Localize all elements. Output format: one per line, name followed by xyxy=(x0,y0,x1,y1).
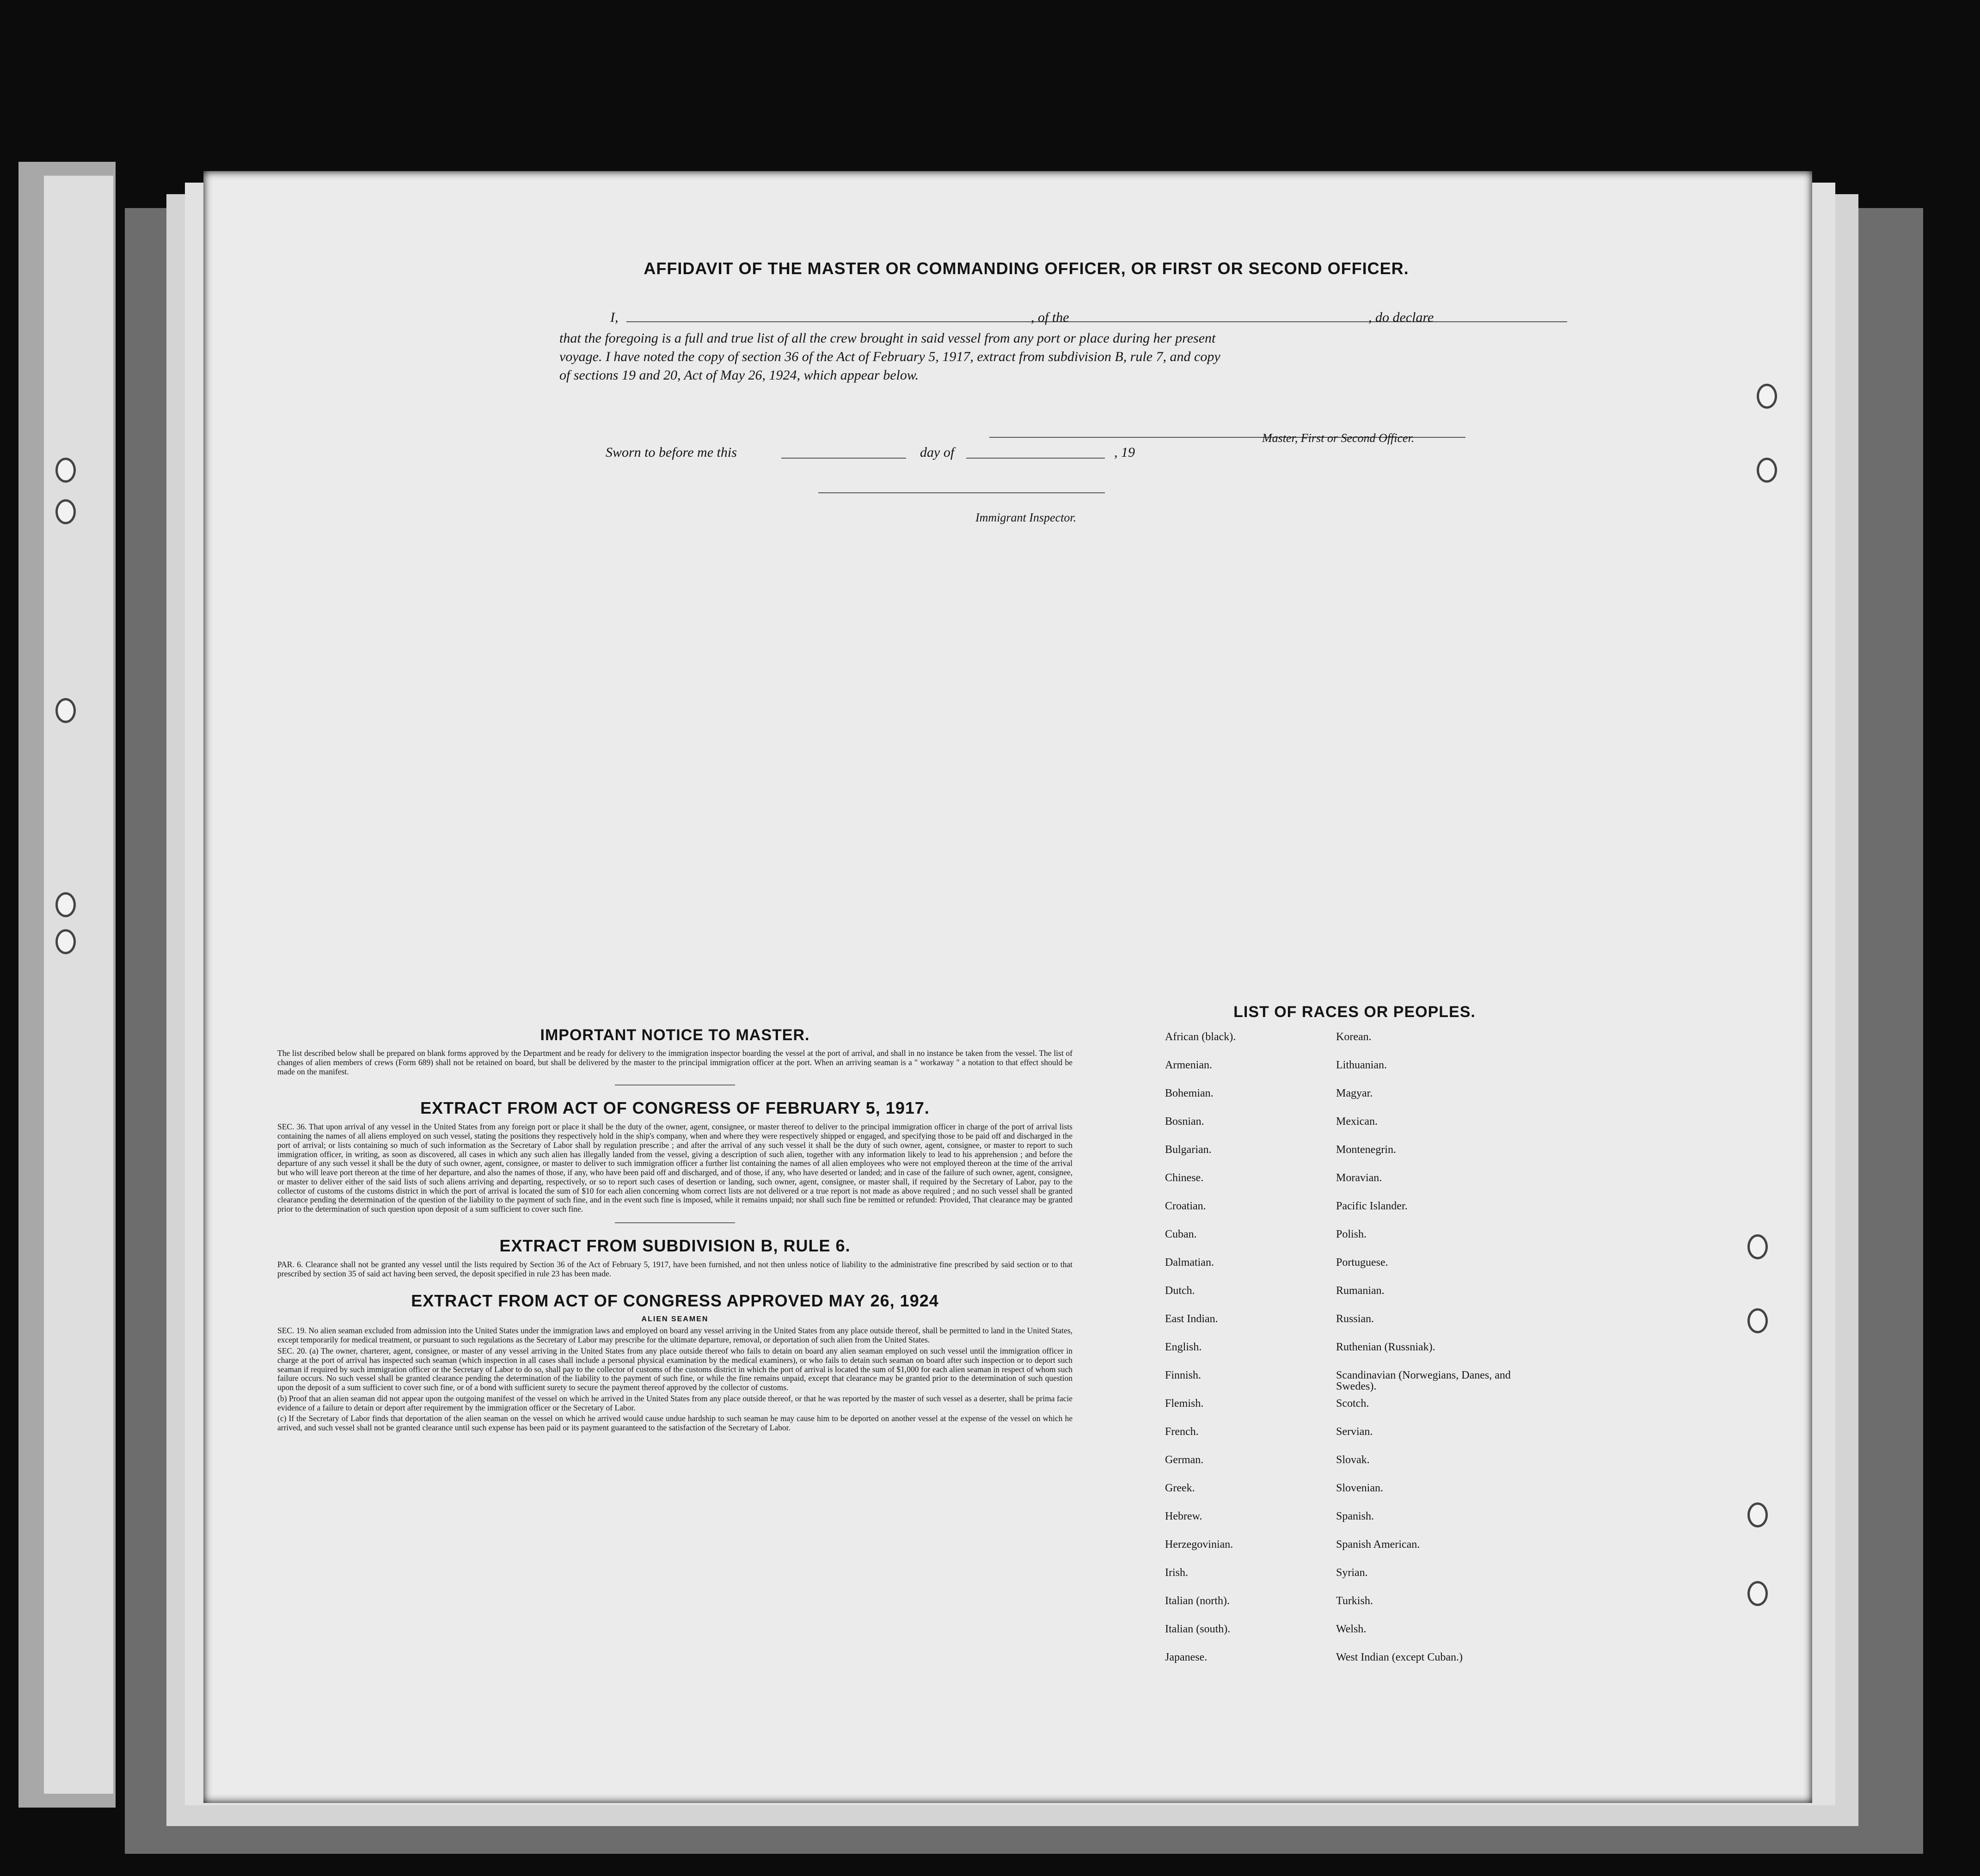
race-item: Syrian. xyxy=(1336,1567,1368,1579)
races-title: LIST OF RACES OR PEOPLES. xyxy=(1233,1003,1476,1021)
legal-notices xyxy=(277,1026,1073,1435)
race-item: Magyar. xyxy=(1336,1087,1373,1099)
extract-1924-sec20b: (b) Proof that an alien seaman did not appear upon the outgoing manifest of the vessel on which he arrived in the United States from any place outside thereof, or that he was reported by the master of such vessel as a deserter, shall be prima facie evidence of a failure to detain or deport after requirement by the immigration officer or the Secretary of Labor. xyxy=(277,1393,1073,1412)
inspector-signature-label: Immigrant Inspector. xyxy=(975,511,1077,524)
race-item: Welsh. xyxy=(1336,1623,1367,1635)
race-item: Croatian. xyxy=(1165,1200,1206,1212)
vessel-blank[interactable] xyxy=(1082,321,1567,322)
notice-title: IMPORTANT NOTICE TO MASTER. xyxy=(540,1026,810,1044)
race-item: Japanese. xyxy=(1165,1651,1208,1663)
race-item: Pacific Islander. xyxy=(1336,1200,1408,1212)
race-item: Bulgarian. xyxy=(1165,1144,1212,1156)
race-item: Italian (south). xyxy=(1165,1623,1231,1635)
extract-1924-title: EXTRACT FROM ACT OF CONGRESS APPROVED MAY 26, 1924 xyxy=(411,1291,939,1311)
race-item: Slovenian. xyxy=(1336,1482,1383,1494)
inspector-signature-line[interactable] xyxy=(818,492,1105,493)
race-item: Slovak. xyxy=(1336,1454,1370,1466)
punch-hole xyxy=(1757,384,1777,409)
races-grid xyxy=(1165,1031,1544,1680)
race-item: Ruthenian (Russniak). xyxy=(1336,1341,1435,1353)
affidavit-page xyxy=(203,171,1812,1803)
extract-1924-subtitle: ALIEN SEAMEN xyxy=(641,1315,709,1324)
race-item: Rumanian. xyxy=(1336,1285,1385,1297)
affidavit-line3: voyage. I have noted the copy of section 36 of the Act of February 5, 1917, extract from subdivision B, rule 7, and copy xyxy=(559,349,1220,364)
races-column-2 xyxy=(1336,1031,1544,1680)
punch-hole xyxy=(1757,458,1777,483)
race-item: Finnish. xyxy=(1165,1369,1201,1381)
notice-text: The list described below shall be prepared on blank forms approved by the Department and be ready for delivery to the immigration inspector boarding the vessel at the port of arrival, and shall in no instance be taken from the vessel. The list of changes of alien members of crews (Form 689) shall not be retained on board, but shall be delivered by the master to the principal immigration officer at the port. When an arriving seaman is a " workaway " a notation to that effect should be made on the manifest. xyxy=(277,1048,1073,1076)
race-item: Herzegovinian. xyxy=(1165,1539,1233,1551)
affidavit-line4: of sections 19 and 20, Act of May 26, 1924, which appear below. xyxy=(559,368,919,383)
affidavit-line1-declare: , do declare xyxy=(1368,310,1434,325)
extract-rule6-text: PAR. 6. Clearance shall not be granted any vessel until the lists required by Section 36 of the Act of February 5, 1917, have been furnished, and not then unless notice of liability to the administrative fine prescribed by said section or to that prescribed by section 35 of said act having been served, the deposit specified in rule 23 has been made. xyxy=(277,1259,1073,1278)
punch-hole xyxy=(1747,1581,1768,1606)
affidavit-title: AFFIDAVIT OF THE MASTER OR COMMANDING OFFICER, OR FIRST OR SECOND OFFICER. xyxy=(644,259,1409,278)
race-item: Scotch. xyxy=(1336,1398,1369,1410)
race-item: English. xyxy=(1165,1341,1202,1353)
race-item: German. xyxy=(1165,1454,1204,1466)
affidavit-line2: that the foregoing is a full and true list of all the crew brought in said vessel from any port or place during her present xyxy=(559,331,1216,346)
extract-rule6-title: EXTRACT FROM SUBDIVISION B, RULE 6. xyxy=(499,1236,851,1255)
race-item: Korean. xyxy=(1336,1031,1372,1043)
binder-hole xyxy=(55,499,76,524)
race-item: Russian. xyxy=(1336,1313,1374,1325)
extract-1924-sec20c: (c) If the Secretary of Labor finds that deportation of the alien seaman on the vessel on which he arrived would cause undue hardship to such seaman he may cause him to be deported on another vessel at the expense of the vessel on which he arrived, and such vessel shall not be granted clearance until such expense has been paid or its payment guaranteed to the satisfaction of the Secretary of Labor. xyxy=(277,1414,1073,1433)
punch-hole xyxy=(1747,1234,1768,1259)
race-item: Lithuanian. xyxy=(1336,1059,1387,1071)
race-item: Turkish. xyxy=(1336,1595,1373,1607)
race-item: French. xyxy=(1165,1426,1199,1438)
affidavit-line1-start: I, xyxy=(610,310,619,325)
race-item: Dalmatian. xyxy=(1165,1257,1214,1269)
extract-1924-sec20a: SEC. 20. (a) The owner, charterer, agent, consignee, or master of any vessel arriving in the United States from any place outside thereof who fails to detain on board any alien seaman employed on such vessel until the immigration officer in charge at the port of arrival has inspected such seaman (which inspection in all cases shall include a personal physical examination by the medical examiners), or who fails to detain such seaman on board after such inspection or to deport such seaman if required by such immigration officer or the Secretary of Labor to do so, shall pay to the collector of customs of the customs district in which the port of arrival is located the sum of $1,000 for each alien seaman in respect of whom such failure occurs. No such vessel shall be granted clearance pending the determination of the liability to the payment of such fine, or while the fine remains unpaid, except that clearance may be granted prior to the determination of such question upon the deposit of a sum sufficient to cover such fine, or of a bond with sufficient surety to secure the payment thereof approved by the collector of customs. xyxy=(277,1346,1073,1392)
extract-1917-title: EXTRACT FROM ACT OF CONGRESS OF FEBRUARY 5, 1917. xyxy=(420,1098,930,1118)
race-item: African (black). xyxy=(1165,1031,1236,1043)
race-item: Bohemian. xyxy=(1165,1087,1214,1099)
binder-hole xyxy=(55,698,76,723)
race-item: Spanish American. xyxy=(1336,1539,1420,1551)
binder-hole xyxy=(55,892,76,917)
race-item: Scandinavian (Norwegians, Danes, and Swedes). xyxy=(1336,1369,1511,1392)
divider xyxy=(615,1222,735,1223)
race-item: West Indian (except Cuban.) xyxy=(1336,1651,1463,1663)
binder-strip-inner xyxy=(44,176,113,1794)
race-item: Italian (north). xyxy=(1165,1595,1230,1607)
sworn-month-blank[interactable] xyxy=(966,458,1105,459)
year-text: , 19 xyxy=(1114,445,1135,460)
races-list xyxy=(1165,1003,1544,1680)
race-item: Armenian. xyxy=(1165,1059,1212,1071)
extract-1924-sec19: SEC. 19. No alien seaman excluded from admission into the United States under the immigration laws and employed on board any vessel arriving in the United States from any place outside thereof, shall be permitted to land in the United States, except temporarily for medical treatment, or pursuant to such regulations as the Secretary of Labor may prescribe for the ultimate departure, removal, or deportation of such alien from the United States. xyxy=(277,1326,1073,1345)
binder-hole xyxy=(55,458,76,483)
race-item: East Indian. xyxy=(1165,1313,1218,1325)
affidavit-line1-of-the: , of the xyxy=(1031,310,1069,325)
punch-hole xyxy=(1747,1308,1768,1333)
race-item: Irish. xyxy=(1165,1567,1188,1579)
race-item: Spanish. xyxy=(1336,1510,1374,1522)
sworn-text: Sworn to before me this xyxy=(606,445,737,460)
race-item: Mexican. xyxy=(1336,1116,1378,1128)
punch-hole xyxy=(1747,1502,1768,1527)
race-item: Cuban. xyxy=(1165,1228,1197,1240)
sworn-day-blank[interactable] xyxy=(781,458,906,459)
race-item: Bosnian. xyxy=(1165,1116,1204,1128)
races-column-1 xyxy=(1165,1031,1336,1680)
race-item: Flemish. xyxy=(1165,1398,1204,1410)
race-item: Montenegrin. xyxy=(1336,1144,1396,1156)
race-item: Dutch. xyxy=(1165,1285,1195,1297)
race-item: Hebrew. xyxy=(1165,1510,1202,1522)
race-item: Greek. xyxy=(1165,1482,1195,1494)
master-signature-label: Master, First or Second Officer. xyxy=(1262,431,1415,445)
race-item: Chinese. xyxy=(1165,1172,1204,1184)
extract-1917-text: SEC. 36. That upon arrival of any vessel in the United States from any foreign port or place it shall be the duty of the owner, agent, consignee, or master thereof to deliver to the principal immigration officer in charge of the port of arrival lists containing the names of all aliens employed on such vessel, stating the positions they respectively hold in the ship's company, when and where they were respectively shipped or engaged, and specifying those to be paid off and discharged in the port of arrival; or lists containing so much of such information as the Secretary of Labor shall by regulation prescribe ; and after the arrival of any such vessel it shall be the duty of such owner, agent, consignee, or master to report to such immigration officer, in writing, as soon as discovered, all cases in which any such alien has illegally landed from the vessel, giving a description of such alien, together with any information likely to lead to his apprehension ; and before the departure of any such vessel it shall be the duty of such owner, agent, consignee, or master to deliver to such immigration officer a further list containing the names of all alien employees who were not employed thereon at the time of the arrival but who will leave port thereon at the time of her departure, and also the names of those, if any, who have been paid off and discharged, and of those, if any, who have deserted or landed; and in case of the failure of such owner, agent, consignee, or master to deliver either of the said lists of such aliens arriving and departing, respectively, or so to report such cases of desertion or landing, such owner, agent, consignee, or master shall, if required by the Secretary of Labor, pay to the collector of customs of the customs district in which the port of arrival is located the sum of $10 for each alien concerning whom correct lists are not delivered or a true report is not made as above required ; and no such vessel shall be granted clearance pending the determination of the question of the liability to the payment of such fine, and in the event such fine is imposed, while it remains unpaid; nor shall such fine be remitted or refunded: Provided, That clearance may be granted prior to the determination of such question upon deposit of a sum sufficient to cover such fine. xyxy=(277,1122,1073,1214)
race-item: Servian. xyxy=(1336,1426,1373,1438)
race-item: Moravian. xyxy=(1336,1172,1382,1184)
binder-hole xyxy=(55,929,76,954)
race-item: Portuguese. xyxy=(1336,1257,1388,1269)
day-of-text: day of xyxy=(920,445,955,460)
race-item: Polish. xyxy=(1336,1228,1367,1240)
